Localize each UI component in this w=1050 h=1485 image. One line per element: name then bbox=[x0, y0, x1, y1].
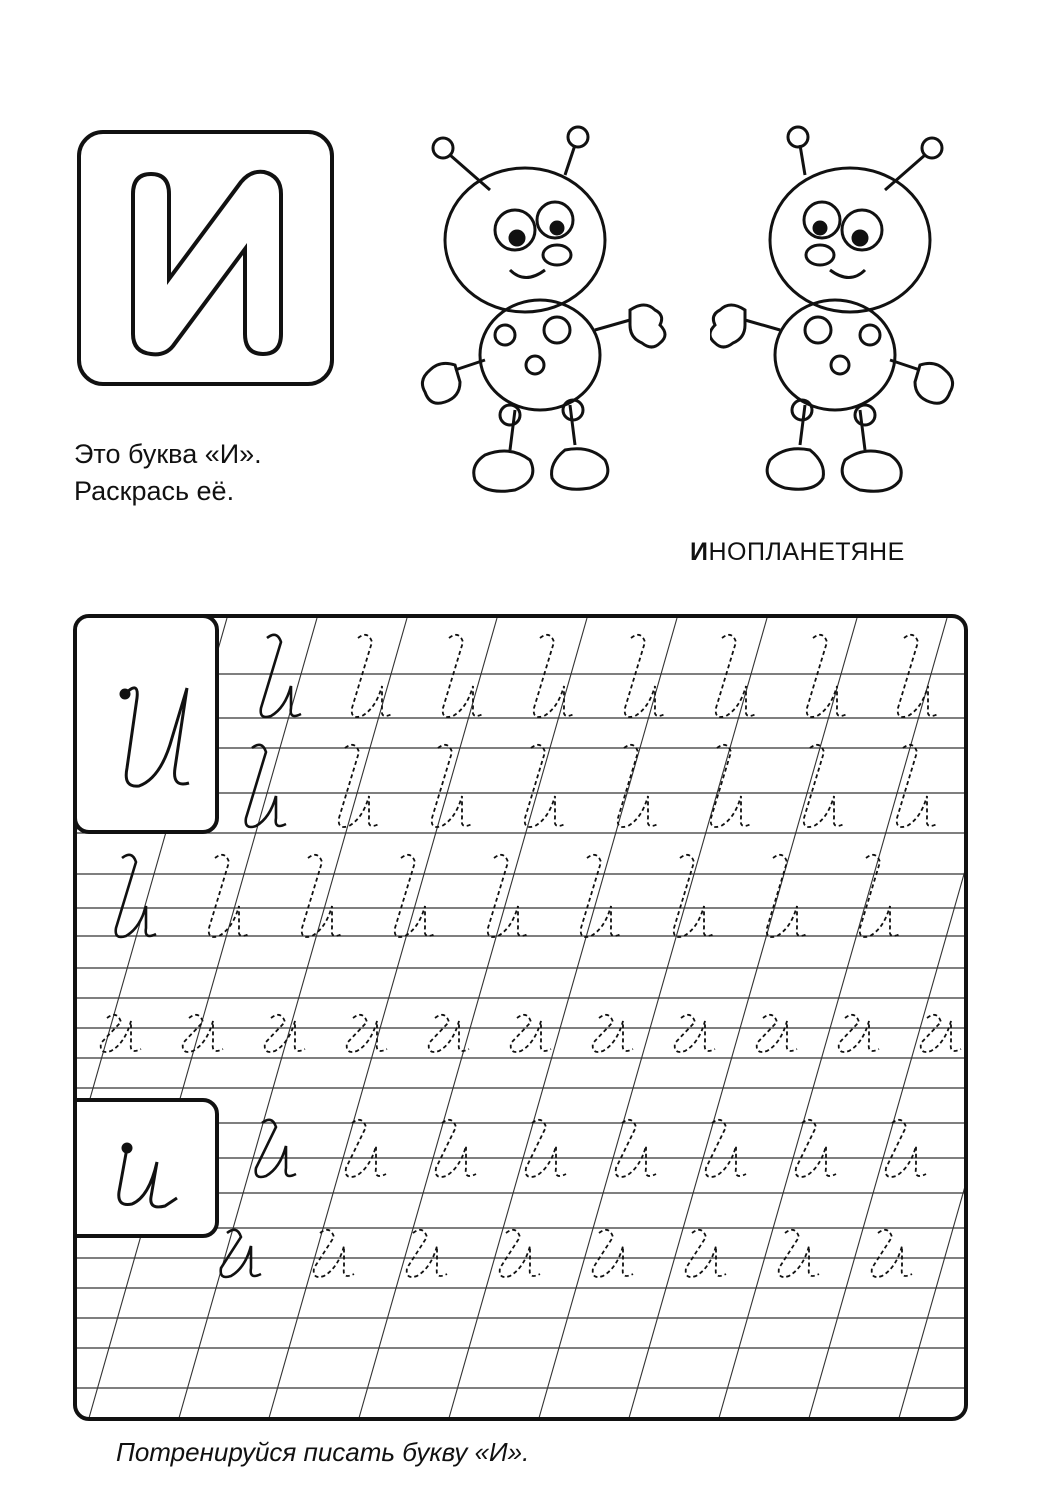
cursive-letter-trace bbox=[500, 1230, 540, 1277]
letter-box bbox=[77, 130, 334, 386]
cursive-letter-trace bbox=[209, 855, 249, 937]
cursive-letter-trace bbox=[757, 1015, 797, 1052]
cursive-letter-trace bbox=[352, 635, 392, 717]
cursive-letter-trace bbox=[804, 745, 844, 827]
alien-robot-icon bbox=[405, 120, 675, 520]
cursive-letter-trace bbox=[839, 1015, 879, 1052]
vocabulary-word bbox=[690, 538, 905, 567]
word-first-letter: И bbox=[690, 538, 709, 566]
caption bbox=[74, 436, 262, 510]
cursive-letter-sample-stroke bbox=[221, 1230, 261, 1277]
cursive-letter-trace bbox=[593, 1230, 633, 1277]
cursive-letter-trace bbox=[593, 1015, 633, 1052]
cursive-letter-trace bbox=[625, 635, 665, 717]
caption-line-1: Это буква «И». bbox=[74, 439, 262, 469]
cursive-letter-trace bbox=[314, 1230, 354, 1277]
cursive-letter-trace bbox=[101, 1015, 141, 1052]
cursive-letter-sample-stroke bbox=[261, 635, 301, 717]
cursive-letter-trace bbox=[921, 1015, 961, 1052]
cursive-letter-trace bbox=[407, 1230, 447, 1277]
cursive-letter-trace bbox=[534, 635, 574, 717]
cursive-letter-trace bbox=[711, 745, 751, 827]
caption-line-2: Раскрась её. bbox=[74, 476, 235, 506]
cursive-uppercase-sample bbox=[77, 618, 223, 838]
cursive-letter-trace bbox=[395, 855, 435, 937]
cursive-letter-trace bbox=[767, 855, 807, 937]
cursive-letter-trace bbox=[432, 745, 472, 827]
cursive-letter-trace bbox=[443, 635, 483, 717]
cursive-letter-trace bbox=[429, 1015, 469, 1052]
instruction: Потренируйся писать букву «И». bbox=[116, 1437, 530, 1467]
cursive-letter-trace bbox=[860, 855, 900, 937]
cursive-letter-sample-stroke bbox=[116, 855, 156, 937]
cursive-letter-trace bbox=[183, 1015, 223, 1052]
cursive-letter-trace bbox=[898, 635, 938, 717]
cursive-letter-trace bbox=[686, 1230, 726, 1277]
outlined-letter-i bbox=[81, 134, 338, 390]
cursive-letter-trace bbox=[347, 1015, 387, 1052]
cursive-letter-trace bbox=[511, 1015, 551, 1052]
cursive-letter-trace bbox=[897, 745, 937, 827]
writing-practice-sheet bbox=[73, 614, 968, 1421]
cursive-letter-sample-stroke bbox=[246, 745, 286, 827]
alien-robot-icon bbox=[710, 120, 980, 520]
cursive-letter-trace bbox=[581, 855, 621, 937]
sample-uppercase-box bbox=[73, 614, 219, 834]
cursive-letter-trace bbox=[872, 1230, 912, 1277]
cursive-letter-trace bbox=[675, 1015, 715, 1052]
sample-lowercase-box bbox=[73, 1098, 219, 1238]
cursive-letter-trace bbox=[779, 1230, 819, 1277]
cursive-lowercase-sample bbox=[77, 1102, 223, 1242]
word-rest: НОПЛАНЕТЯНЕ bbox=[708, 538, 905, 566]
